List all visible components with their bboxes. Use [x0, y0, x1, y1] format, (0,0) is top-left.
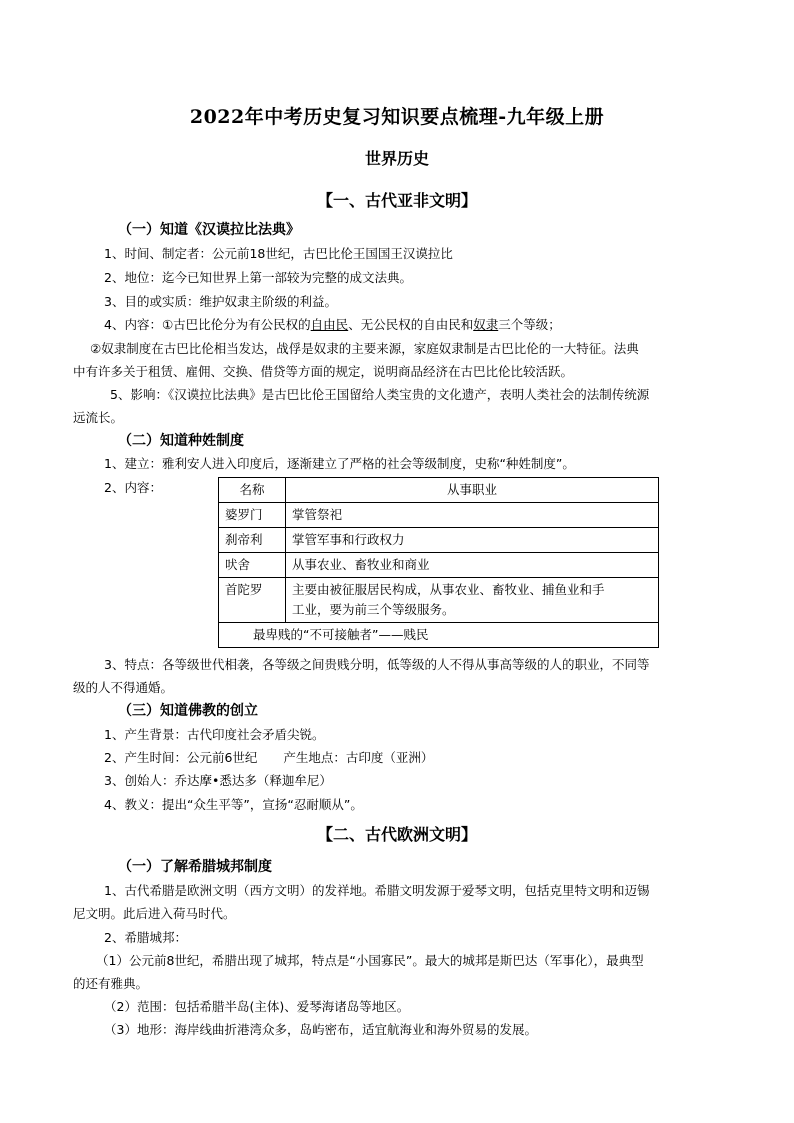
caste-name: 首陀罗: [219, 578, 286, 623]
table-footer-row: [219, 623, 659, 648]
text-line: 1、时间、制定者：公元前18世纪，古巴比伦王国国王汉谟拉比: [104, 246, 453, 261]
text-line: 级的人不得通婚。: [73, 680, 174, 695]
occupation-line: 工业，要为前三个等级服务。: [292, 602, 455, 617]
section-heading-asia-africa: 【一、古代亚非文明】: [316, 191, 477, 210]
subheading-greek-city-states: （一）了解希腊城邦制度: [118, 859, 272, 875]
text-fragment: 2、产生时间：公元前6世纪: [104, 750, 258, 765]
caste-occupation: 从事农业、畜牧业和商业: [286, 553, 659, 578]
caste-occupation: 掌管祭祀: [286, 503, 659, 528]
text-line: 2、内容：: [104, 480, 162, 495]
text-fragment: 产生地点：古印度（亚洲）: [283, 750, 434, 765]
text-line: 的还有雅典。: [73, 976, 149, 991]
text-line: 2、地位：迄今已知世界上第一部较为完整的成文法典。: [104, 270, 412, 285]
text-line: 2、希腊城邦：: [104, 930, 187, 945]
underlined-term: 奴隶: [473, 317, 499, 332]
text-line: 1、产生背景：古代印度社会矛盾尖锐。: [104, 727, 325, 742]
table-row: [219, 528, 659, 553]
table-row: [219, 553, 659, 578]
text-line: [104, 749, 433, 767]
section-heading-europe: 【二、古代欧洲文明】: [316, 825, 477, 844]
caste-name: 吠舍: [219, 553, 286, 578]
table-header-row: [219, 478, 659, 503]
text-line: ②奴隶制度在古巴比伦相当发达，战俘是奴隶的主要来源，家庭奴隶制是古巴比伦的一大特征。法典: [90, 341, 639, 356]
caste-name: 婆罗门: [219, 503, 286, 528]
text-line: 1、古代希腊是欧洲文明（西方文明）的发祥地。希腊文明发源于爱琴文明，包括克里特文明和迈锡: [104, 883, 650, 898]
text-line: 中有许多关于租赁、雇佣、交换、借贷等方面的规定，说明商品经济在古巴比伦比较活跃。: [73, 364, 574, 379]
text-line: 尼文明。此后进入荷马时代。: [73, 906, 236, 921]
text-line: [104, 316, 561, 334]
subheading-hammurabi: （一）知道《汉谟拉比法典》: [118, 222, 300, 238]
subheading-buddhism: （三）知道佛教的创立: [118, 703, 258, 719]
text-line: 3、特点：各等级世代相袭，各等级之间贵贱分明，低等级的人不得从事高等级的人的职业，不同等: [104, 657, 650, 672]
caste-occupation: 掌管军事和行政权力: [286, 528, 659, 553]
text-line: （2）范围：包括希腊半岛(主体)、爱琴海诸岛等地区。: [104, 999, 410, 1014]
column-header-name: 名称: [219, 478, 286, 503]
page-title: 2022年中考历史复习知识要点梳理-九年级上册: [189, 106, 605, 128]
caste-table: [218, 477, 659, 648]
table-row: [219, 578, 659, 623]
column-header-occupation: 从事职业: [286, 478, 659, 503]
text-line: 1、建立：雅利安人进入印度后，逐渐建立了严格的社会等级制度，史称“种姓制度”。: [104, 456, 575, 471]
underlined-term: 自由民: [310, 317, 349, 332]
caste-occupation: [286, 578, 659, 623]
text-fragment: 4、内容：①古巴比伦分为有公民权的: [104, 317, 311, 332]
text-fragment: 、无公民权的自由民和: [348, 317, 474, 332]
text-line: （1）公元前8世纪，希腊出现了城邦，特点是“小国寡民”。最大的城邦是斯巴达（军事化），最典型: [96, 953, 644, 968]
text-line: 远流长。: [73, 410, 124, 425]
text-line: 4、教义：提出“众生平等”，宣扬“忍耐顺从”。: [104, 797, 363, 812]
text-line: 3、目的或实质：维护奴隶主阶级的利益。: [104, 294, 337, 309]
subheading-caste-system: （二）知道种姓制度: [118, 433, 244, 449]
untouchables-note: 最卑贱的“不可接触者”——贱民: [219, 623, 659, 648]
page-subtitle: 世界历史: [364, 149, 429, 168]
text-line: 3、创始人：乔达摩•悉达多（释迦牟尼）: [104, 773, 332, 788]
text-line: 5、影响：《汉谟拉比法典》是古巴比伦王国留给人类宝贵的文化遗产，表明人类社会的法制传统源: [110, 387, 650, 402]
table-row: [219, 503, 659, 528]
text-fragment: 三个等级；: [498, 317, 561, 332]
text-line: （3）地形：海岸线曲折港湾众多，岛屿密布，适宜航海业和海外贸易的发展。: [104, 1022, 537, 1037]
occupation-line: 主要由被征服居民构成，从事农业、畜牧业、捕鱼业和手: [292, 582, 605, 597]
caste-name: 刹帝利: [219, 528, 286, 553]
